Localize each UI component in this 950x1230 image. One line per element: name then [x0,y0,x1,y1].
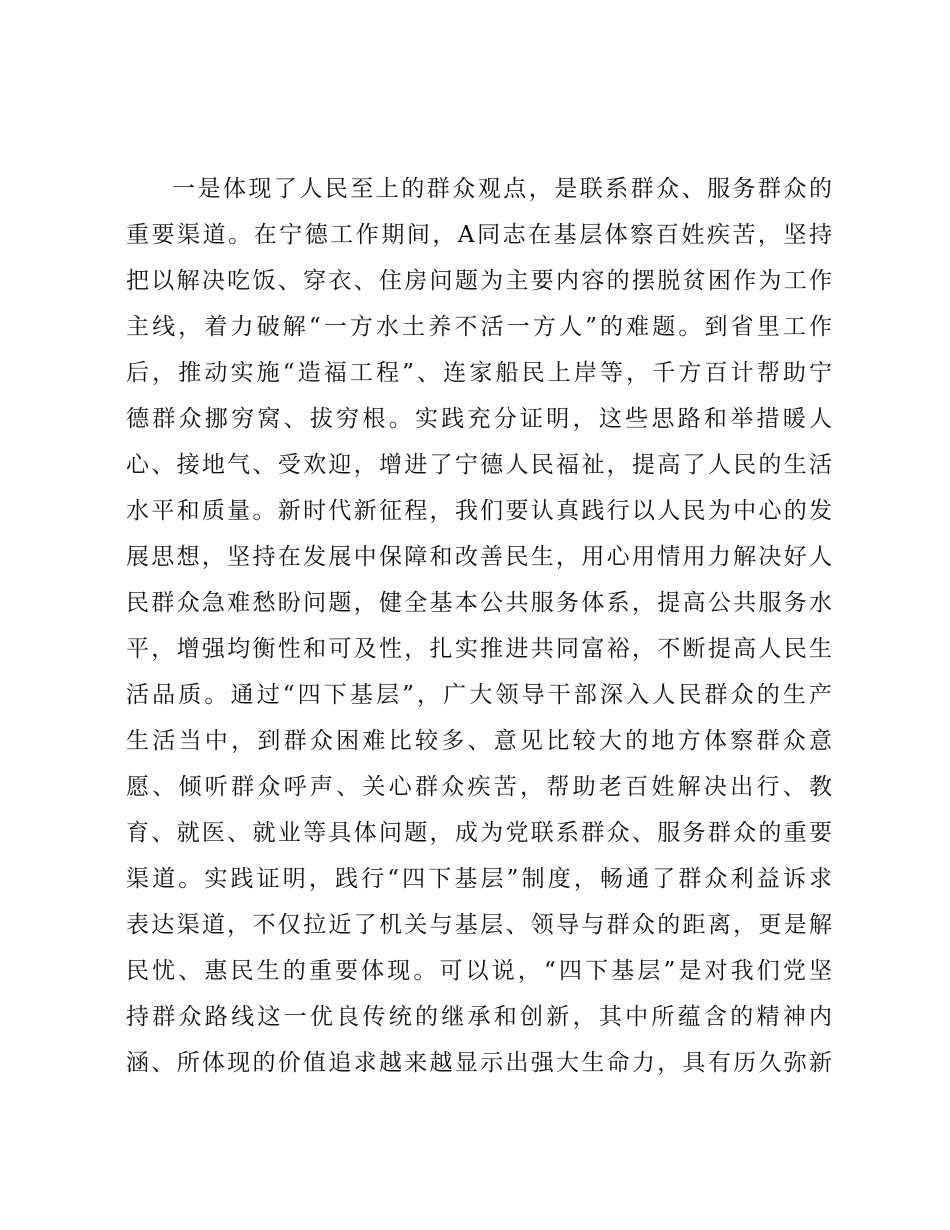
paragraph-line: 持群众路线这一优良传统的继承和创新，其中所蕴含的精神内 [126,1004,832,1030]
body-paragraph [126,166,832,1086]
paragraph-line: 心、接地气、受欢迎，增进了宁德人民福祉，提高了人民的生活 [126,452,832,478]
paragraph-line: 展思想，坚持在发展中保障和改善民生，用心用情用力解决好人 [126,544,832,570]
paragraph-line: 水平和质量。新时代新征程，我们要认真践行以人民为中心的发 [126,498,832,524]
paragraph-line: 德群众挪穷窝、拔穷根。实践充分证明，这些思路和举措暖人 [126,406,832,432]
paragraph-line: 育、就医、就业等具体问题，成为党联系群众、服务群众的重要 [126,820,832,846]
paragraph-line: 平，增强均衡性和可及性，扎实推进共同富裕，不断提高人民生 [126,636,832,662]
paragraph-line: 渠道。实践证明，践行“四下基层”制度，畅通了群众利益诉求 [126,866,832,892]
paragraph-line: 主线，着力破解“一方水土养不活一方人”的难题。到省里工作 [126,314,832,340]
paragraph-line: 一是体现了人民至上的群众观点，是联系群众、服务群众的 [172,176,832,202]
paragraph-line: 重要渠道。在宁德工作期间，A同志在基层体察百姓疾苦，坚持 [126,222,832,248]
paragraph-line: 活品质。通过“四下基层”，广大领导干部深入人民群众的生产 [126,682,832,708]
paragraph-line: 把以解决吃饭、穿衣、住房问题为主要内容的摆脱贫困作为工作 [126,268,832,294]
paragraph-line: 愿、倾听群众呼声、关心群众疾苦，帮助老百姓解决出行、教 [126,774,832,800]
paragraph-line: 涵、所体现的价值追求越来越显示出强大生命力，具有历久弥新 [126,1050,832,1076]
paragraph-line: 生活当中，到群众困难比较多、意见比较大的地方体察群众意 [126,728,832,754]
paragraph-line: 民群众急难愁盼问题，健全基本公共服务体系，提高公共服务水 [126,590,832,616]
paragraph-line: 表达渠道，不仅拉近了机关与基层、领导与群众的距离，更是解 [126,912,832,938]
paragraph-line: 民忧、惠民生的重要体现。可以说，“四下基层”是对我们党坚 [126,958,832,984]
paragraph-line: 后，推动实施“造福工程”、连家船民上岸等，千方百计帮助宁 [126,360,832,386]
